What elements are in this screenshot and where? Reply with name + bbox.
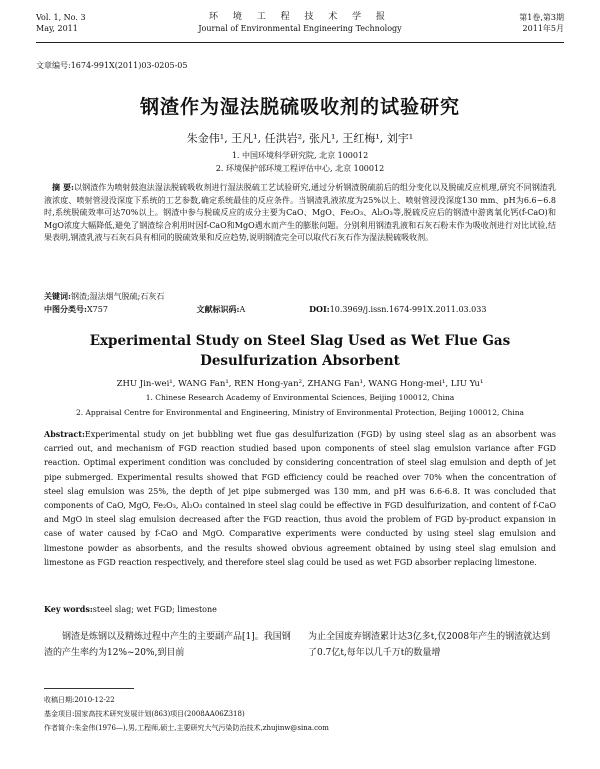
footnote-divider [44,688,134,689]
journal-name-zh: 环 境 工 程 技 术 学 报 [208,12,392,22]
authors-zh: 朱金伟¹, 王凡¹, 任洪岩², 张凡¹, 王红梅¹, 刘宇¹ [186,132,414,145]
title-zh: 钢渣作为湿法脱硫吸收剂的试验研究 [139,96,460,118]
header-right [519,12,564,34]
authors-en: ZHU Jin-wei¹, WANG Fan¹, REN Hong-yan², ZHANG Fan¹, WANG Hong-mei¹, LIU Yu¹ [116,379,484,389]
issue-date-label: May, 2011 [36,24,78,33]
classification-line [44,304,564,315]
keywords-zh-label: 关键词: [44,291,71,301]
clc-value: X757 [86,305,108,314]
clc-label: 中图分类号: [44,304,87,314]
title-en-line1: Experimental Study on Steel Slag Used as Wet Flue Gas [89,333,511,349]
body-column-left: 钢渣是炼钢以及精炼过程中产生的主要副产品[1]。我国钢渣的产生率约为12%~20%,到目前 [44,632,291,658]
footnote-received: 收稿日期:2010-12-22 [44,696,115,704]
title-en-line2: Desulfurization Absorbent [200,353,400,369]
abstract-zh-label: 摘 要: [52,182,74,192]
doi-label: DOI: [309,304,330,314]
header-center [36,12,564,34]
abstract-zh-text: 以钢渣作为喷射鼓泡法湿法脱硫吸收剂进行湿法脱硫工艺试验研究,通过分析钢渣脱硫前后的组分变化以及脱硫反应机理,研究不同钢渣乳液浓度、喷射管浸没深度下系统的工艺参数,确定系统最佳的反应条件。当钢渣乳液浓度为25%以上、喷射管浸没深度130 mm、pH为6.6~6.8时,系统脱硫效率可达70%以上。钢渣中参与脱硫反应的成分主要为CaO、MgO、Fe₂O₃、Al₂O₃等,脱硫反应后的钢渣中游离氧化钙(f-CaO)和MgO浓度大幅降低,避免了钢渣综合利用时因f-CaO和MgO遇水而产生的膨胀问题。分别利用钢渣乳液和石灰石粉末作为吸收剂进行对比试验,结果表明,钢渣乳液与石灰石具有相同的脱硫效果和反应趋势,说明钢渣完全可以取代石灰石作为湿法脱硫吸收剂。 [44,183,556,243]
keywords-en-text: steel slag; wet FGD; limestone [92,605,217,614]
doc-code-value: A [239,305,246,314]
footnote-funding: 基金项目:国家高技术研究发展计划(863)项目(2008AA06Z318) [44,710,245,718]
volume-label: Vol. 1, No. 3 [36,13,86,22]
doi-value: 10.3969/j.issn.1674-991X.2011.03.033 [329,305,487,314]
doc-code-label: 文献标识码: [196,304,240,314]
abstract-zh [44,181,556,245]
affiliation-zh-2: 2. 环境保护部环境工程评估中心, 北京 100012 [215,164,385,173]
volume-label-zh: 第1卷,第3期 [519,13,564,22]
journal-name-en: Journal of Environmental Engineering Technology [198,24,402,33]
affiliation-en-1: 1. Chinese Research Academy of Environmental Sciences, Beijing 100012, China [145,393,455,402]
issue-date-label-zh: 2011年5月 [522,24,564,33]
keywords-zh-text: 钢渣;湿法烟气脱硫;石灰石 [70,292,165,301]
keywords-en [44,604,217,614]
keywords-en-label: Key words: [44,604,93,614]
abstract-en-label: Abstract: [44,429,85,439]
affiliation-en-2: 2. Appraisal Centre for Environmental and Engineering, Ministry of Environmental Protection, Beijing 100012, China [75,408,525,417]
article-number: 文章编号:1674-991X(2011)03-0205-05 [36,61,188,70]
abstract-en [44,427,556,570]
abstract-en-text: Experimental study on jet bubbling wet flue gas desulfurization (FGD) by using steel slag as an absorbent was carried out, and mechanism of FGD reaction studied based upon components of steel slag emulsion variance after FGD reaction. Optimal experiment condition was concluded by considering concentration of steel slag emulsion and depth of jet pipe submerged. Experimental results showed that FGD efficiency could be reached over 70% when the concentration of steel slag emulsion was 25%, the depth of jet pipe submerged was 130 mm, and pH was 6.6-6.8. It was concluded that components of CaO, MgO, Fe₂O₃, Al₂O₃ contained in steel slag could be effective in FGD desulfurization, and content of f-CaO and MgO in steel slag emulsion decreased after the FGD reaction, thus avoid the problem of FGD by-product expansion in case of water caused by f-CaO and MgO. Comparative experiments were conducted by using steel slag emulsion and limestone powder as absorbents, and the results showed obvious agreement obtained by using steel slag emulsion and limestone as FGD reaction respectively, and therefore steel slag could be used as wet FGD absorber replacing limestone. [44,430,556,567]
affiliation-zh-1: 1. 中国环境科学研究院, 北京 100012 [231,151,369,160]
footnote-author: 作者简介:朱金伟(1976—),男,工程师,硕士,主要研究大气污染防治技术,zhujinw@sina.com [44,724,329,732]
title-en [0,331,600,371]
keywords-zh [44,291,164,302]
journal-header [36,12,564,42]
header-divider [36,42,564,43]
body-column-right: 为止全国废弃钢渣累计达3亿多t,仅2008年产生的钢渣就达到了0.7亿t,每年以几千万t的数量增 [308,632,551,658]
